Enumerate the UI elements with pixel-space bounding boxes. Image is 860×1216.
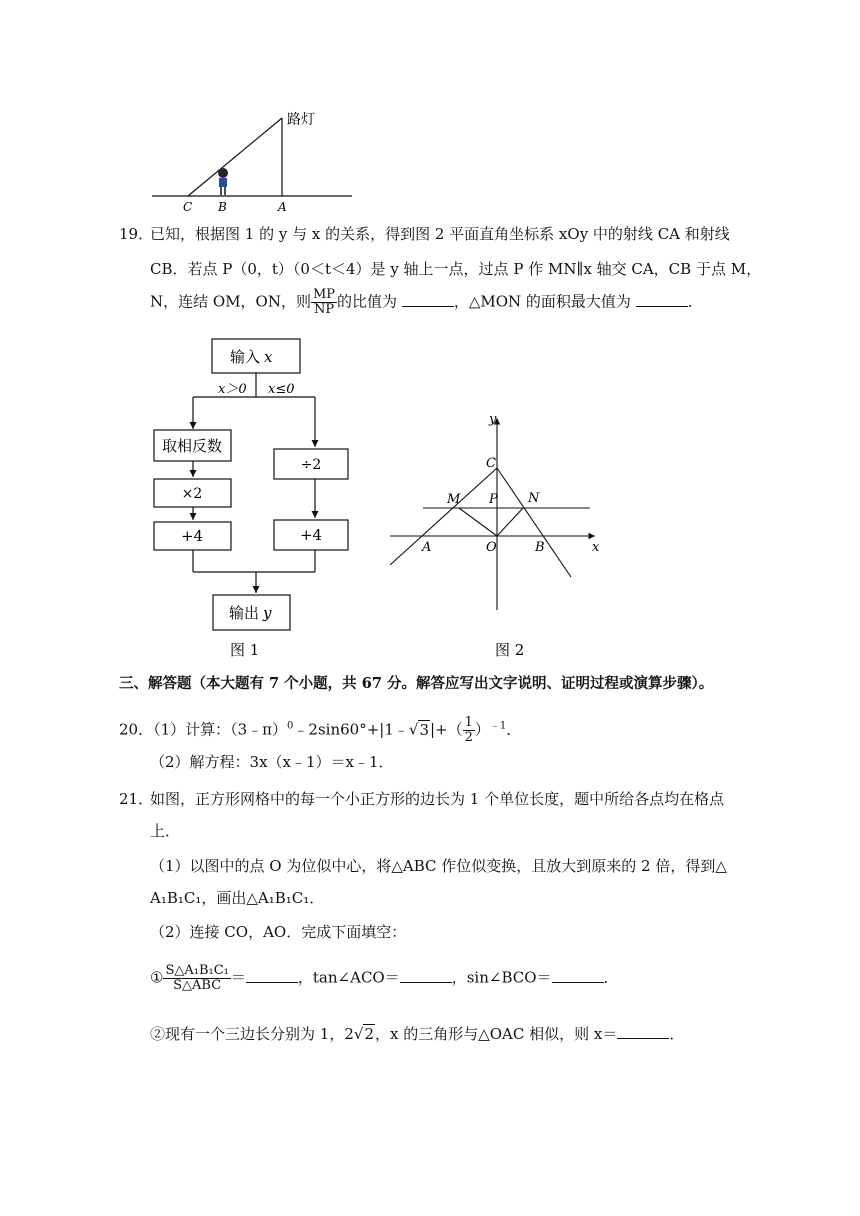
answer-blank-tan[interactable] [400,968,452,983]
figure-1-caption: 图 1 [230,641,260,659]
q20-part2: （2）解方程：3x（x﹣1）＝x﹣1． [150,753,394,771]
lamp-label: 路灯 [287,112,315,128]
q20-sqrt-radicand: 3 [419,720,429,739]
q20-part1: 20．（1）计算：（3﹣π）$^0$﹣2sin60°+|1﹣√3|+（ $\frac{1}{2}$ ）$^{﹣1}$． [119,715,522,745]
condition-nonpositive: x≤0 [268,382,295,397]
add-left-label: +4 [180,527,204,545]
y-axis-label: y [489,412,497,427]
ray-cb [497,468,571,577]
point-label-c: C [183,200,193,214]
q19-line3-end: ． [687,292,703,311]
q19-line3-a: N，连结 OM，ON，则 [150,292,311,311]
point-c-label: C [486,456,496,471]
point-label-b: B [218,200,227,214]
point-n-label: N [528,491,540,506]
sqrt-radicand: 2 [364,1025,374,1043]
x-axis-label: x [592,540,600,555]
negate-label: 取相反数 [161,437,223,455]
mp-np-fraction [311,288,337,317]
point-a-label: A [422,540,432,555]
answer-blank-area[interactable] [636,292,688,307]
input-label: 输入 x [230,348,273,366]
coordinate-figure-2 [385,410,615,664]
point-o-label: O [486,540,497,555]
q21-number: 21． [119,790,154,808]
streetlight-figure [140,100,360,215]
area-ratio-fraction: $\frac{\text{S△A₁B₁C₁}}{\text{S△ABC}}$ [165,963,229,993]
fraction-numerator: MP [312,287,336,302]
q21-line4: A₁B₁C₁，画出△A₁B₁C₁． [150,889,325,907]
answer-blank-ratio[interactable] [402,292,454,307]
light-ray [188,118,282,196]
q19-line1: 已知，根据图 1 的 y 与 x 的关系，得到图 2 平面直角坐标系 xOy 中的射线 CA 和射线 [150,225,730,243]
item-2-marker: ② [150,1025,166,1043]
q20-part1-a: （1）计算：（3﹣π） [153,720,288,739]
q20-exponent-zero: 0 [287,720,294,732]
flowchart-figure-1 [140,332,380,664]
point-p-label: P [489,492,498,507]
q20-part1-c: |+（ [429,720,463,739]
q19-number: 19． [119,225,154,243]
answer-blank-sin[interactable] [552,968,604,983]
output-label: 输出 y [229,604,272,622]
person-icon [218,168,228,195]
ray-ca [390,468,497,565]
answer-blank-x[interactable] [617,1024,669,1039]
condition-positive: x＞0 [218,382,247,397]
q21-line3: （1）以图中的点 O 为位似中心，将△ABC 作位似变换，且放大到原来的 2 倍，得到△ [150,857,727,875]
q21-line6: ① $\frac{\text{S△A₁B₁C₁}}{\text{S△ABC}}$ ＝ ，tan∠ACO＝ ，sin∠BCO＝ ． [150,963,619,993]
answer-blank-area-ratio[interactable] [246,968,298,983]
multiply-label: ×2 [181,486,203,502]
q20-exponent-neg-one: ﹣1 [489,720,507,732]
q21-line1: 如图，正方形网格中的每一个小正方形的边长为 1 个单位长度，题中所给各点均在格点 [150,790,725,808]
tan-aco-label: ，tan∠ACO＝ [297,968,400,987]
point-label-a: A [278,200,287,214]
figure-2-caption: 图 2 [495,641,525,659]
q21-line7: ②现有一个三边长分别为 1，2√2，x 的三角形与△OAC 相似，则 x＝ ． [150,1025,685,1043]
fraction-denominator: NP [313,302,335,317]
q19-line3 [150,288,703,317]
item-1-marker: ① [150,968,164,987]
q21-line2: 上． [150,822,181,840]
q20-part1-b: ﹣2sin60°+|1﹣ [293,720,409,739]
q19-line2: CB．若点 P（0，t）（0＜t＜4）是 y 轴上一点，过点 P 作 MN∥x 轴交 CA，CB 于点 M， [150,260,762,278]
point-b-label: B [535,540,545,555]
section-3-heading: 三、解答题（本大题有 7 个小题，共 67 分。解答应写出文字说明、证明过程或演算步骤）。 [119,675,714,692]
add-right-label: +4 [299,526,323,544]
sin-bco-label: ，sin∠BCO＝ [451,968,552,987]
q20-number: 20． [119,720,154,739]
divide-label: ÷2 [300,457,322,473]
q19-line3-c: ，△MON 的面积最大值为 [453,292,631,311]
q21-line5: （2）连接 CO，AO．完成下面填空： [150,923,407,941]
q20-part1-d: ） [474,720,490,739]
point-m-label: M [447,492,461,507]
q19-line3-b: 的比值为 [337,292,398,311]
half-fraction: $\frac{1}{2}$ [464,715,473,745]
segment-om [459,508,497,536]
segment-on [497,508,523,536]
